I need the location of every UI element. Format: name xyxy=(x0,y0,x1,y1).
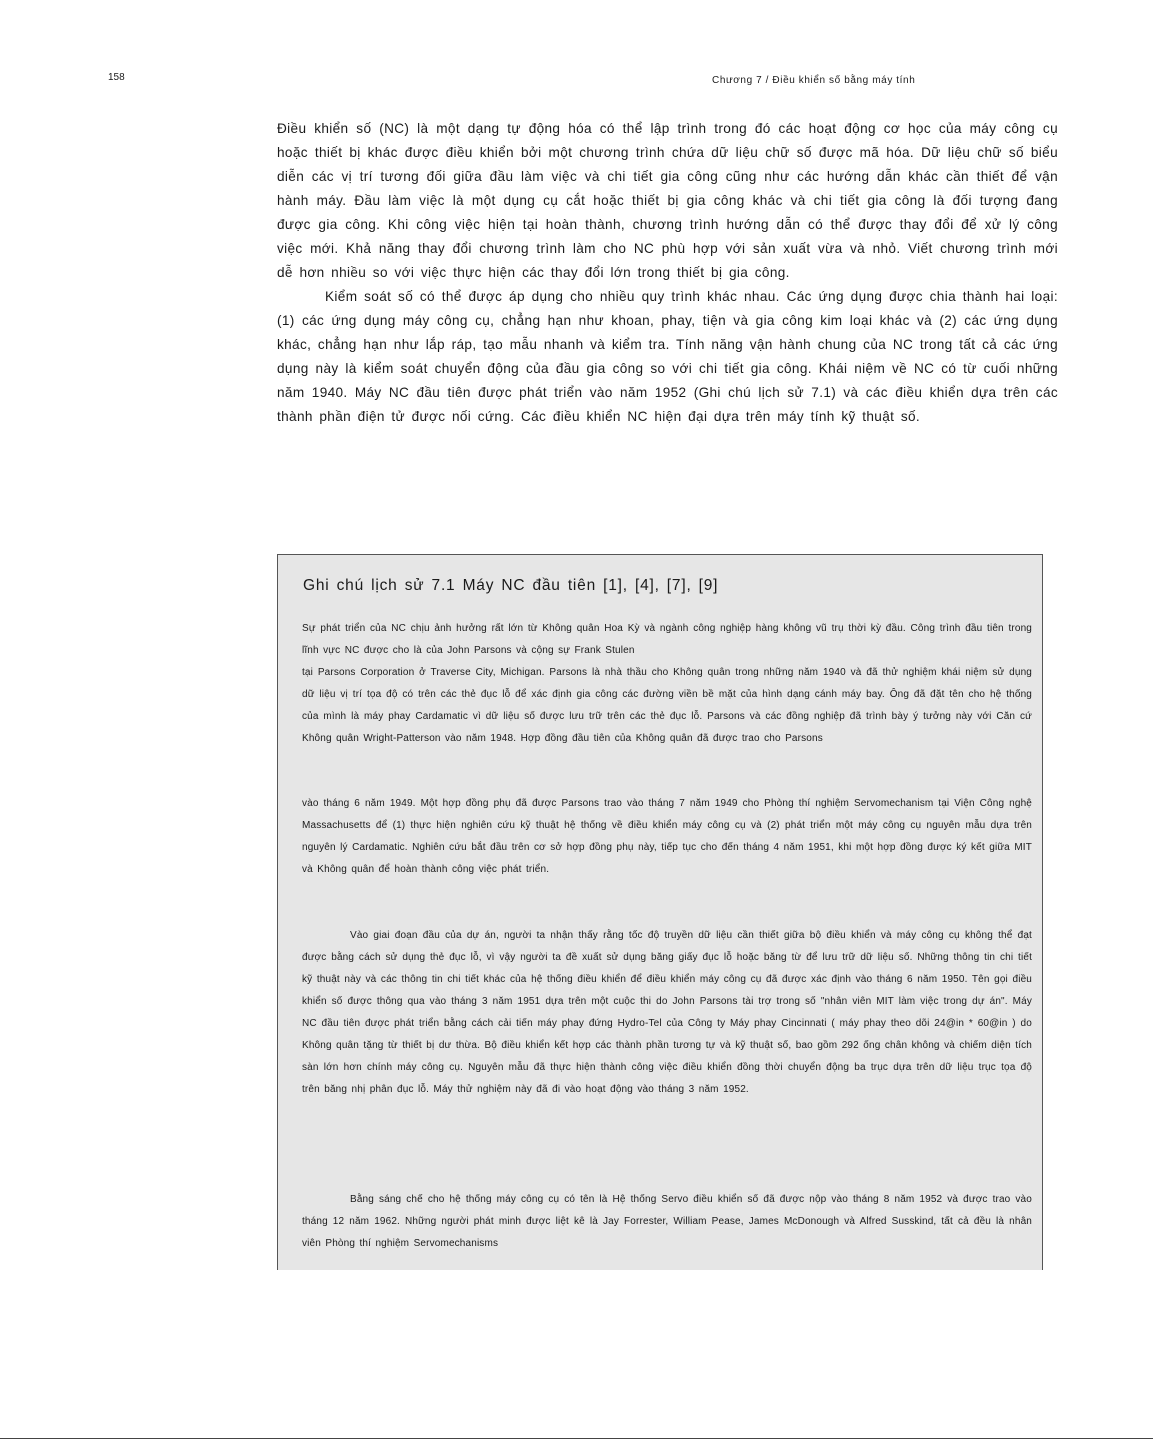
body-text xyxy=(277,117,1058,429)
note-paragraph-2: tại Parsons Corporation ở Traverse City, Michigan. Parsons là nhà thầu cho Không quân trong những năm 1940 và đã thử nghiệm khái niệm sử dụng dữ liệu vị trí tọa độ có trên các thẻ đục lỗ để xác định gia công các đường viền bề mặt của hình dạng cánh máy bay. Ông đã đặt tên cho hệ thống của mình là máy phay Cardamatic vì dữ liệu số được lưu trữ trên các thẻ đục lỗ. Parsons và các đồng nghiệp đã trình bày ý tưởng này với Căn cứ Không quân Wright-Patterson vào năm 1948. Hợp đồng đầu tiên của Không quân đã được trao cho Parsons xyxy=(302,667,1032,744)
historical-note-box xyxy=(277,554,1043,1270)
note-paragraph-3: vào tháng 6 năm 1949. Một hợp đồng phụ đã được Parsons trao vào tháng 7 năm 1949 cho Phòng thí nghiệm Servomechanism tại Viện Công nghệ Massachusetts để (1) thực hiện nghiên cứu kỹ thuật hệ thống về điều khiển máy công cụ và (2) phát triển một máy công cụ nguyên mẫu dựa trên nguyên lý Cardamatic. Nghiên cứu bắt đầu trên cơ sở hợp đồng phụ này, tiếp tục cho đến tháng 4 năm 1951, khi một hợp đồng được ký kết giữa MIT và Không quân để hoàn thành công việc phát triển. xyxy=(302,798,1032,875)
historical-note-title: Ghi chú lịch sử 7.1 Máy NC đầu tiên [1], [4], [7], [9] xyxy=(303,577,719,594)
running-header: Chương 7 / Điều khiển số bằng máy tính xyxy=(712,75,916,86)
note-paragraph-1: Sự phát triển của NC chịu ảnh hưởng rất lớn từ Không quân Hoa Kỳ và ngành công nghiệp hàng không vũ trụ thời kỳ đầu. Công trình đầu tiên trong lĩnh vực NC được cho là của John Parsons và cộng sự Frank Stulen xyxy=(302,623,1032,656)
page-number: 158 xyxy=(108,72,125,83)
page-bottom-rule xyxy=(0,1438,1153,1439)
body-paragraph-1: Điều khiển số (NC) là một dạng tự động hóa có thể lập trình trong đó các hoạt động cơ học của máy công cụ hoặc thiết bị khác được điều khiển bởi một chương trình chứa dữ liệu chữ số được mã hóa. Dữ liệu chữ số biểu diễn các vị trí tương đối giữa đầu làm việc và chi tiết gia công cũng như các hướng dẫn khác cần thiết để vận hành máy. Đầu làm việc là một dụng cụ cắt hoặc thiết bị gia công khác và chi tiết gia công là đối tượng đang được gia công. Khi công việc hiện tại hoàn thành, chương trình hướng dẫn có thể được thay đổi để xử lý công việc mới. Khả năng thay đổi chương trình làm cho NC phù hợp với sản xuất vừa và nhỏ. Viết chương trình mới dễ hơn nhiều so với việc thực hiện các thay đổi lớn trong thiết bị gia công. xyxy=(277,121,1058,280)
note-paragraph-4: Vào giai đoạn đầu của dự án, người ta nhận thấy rằng tốc độ truyền dữ liệu cần thiết giữa bộ điều khiển và máy công cụ không thể đạt được bằng cách sử dụng thẻ đục lỗ, vì vậy người ta đề xuất sử dụng băng giấy đục lỗ hoặc băng từ để lưu trữ dữ liệu số. Những thông tin chi tiết kỹ thuật này và các thông tin chi tiết khác của hệ thống điều khiển để điều khiển máy công cụ đã được xác định vào tháng 6 năm 1950. Tên gọi điều khiển số được thông qua vào tháng 3 năm 1951 dựa trên một cuộc thi do John Parsons tài trợ trong số "nhân viên MIT làm việc trong dự án". Máy NC đầu tiên được phát triển bằng cách cải tiến máy phay đứng Hydro-Tel của Công ty Máy phay Cincinnati ( máy phay theo dõi 24@in * 60@in ) do Không quân tặng từ thiết bị dư thừa. Bộ điều khiển kết hợp các thành phần tương tự và kỹ thuật số, bao gồm 292 ống chân không và chiếm diện tích sàn lớn hơn chính máy công cụ. Nguyên mẫu đã thực hiện thành công việc điều khiển đồng thời chuyển động ba trục dựa trên dữ liệu trục tọa độ trên băng nhị phân đục lỗ. Máy thử nghiệm này đã đi vào hoạt động vào tháng 3 năm 1952. xyxy=(302,930,1032,1095)
note-paragraph-5: Bằng sáng chế cho hệ thống máy công cụ có tên là Hệ thống Servo điều khiển số đã được nộp vào tháng 8 năm 1952 và được trao vào tháng 12 năm 1962. Những người phát minh được liệt kê là Jay Forrester, William Pease, James McDonough và Alfred Susskind, tất cả đều là nhân viên Phòng thí nghiệm Servomechanisms xyxy=(302,1194,1032,1249)
body-paragraph-2: Kiểm soát số có thể được áp dụng cho nhiều quy trình khác nhau. Các ứng dụng được chia thành hai loại: (1) các ứng dụng máy công cụ, chẳng hạn như khoan, phay, tiện và gia công kim loại khác và (2) các ứng dụng khác, chẳng hạn như lắp ráp, tạo mẫu nhanh và kiểm tra. Tính năng vận hành chung của NC trong tất cả các ứng dụng này là kiểm soát chuyển động của đầu gia công so với chi tiết gia công. Khái niệm về NC có từ cuối những năm 1940. Máy NC đầu tiên được phát triển vào năm 1952 (Ghi chú lịch sử 7.1) và các điều khiển dựa trên các thành phần điện tử được nối cứng. Các điều khiển NC hiện đại dựa trên máy tính kỹ thuật số. xyxy=(277,289,1058,424)
